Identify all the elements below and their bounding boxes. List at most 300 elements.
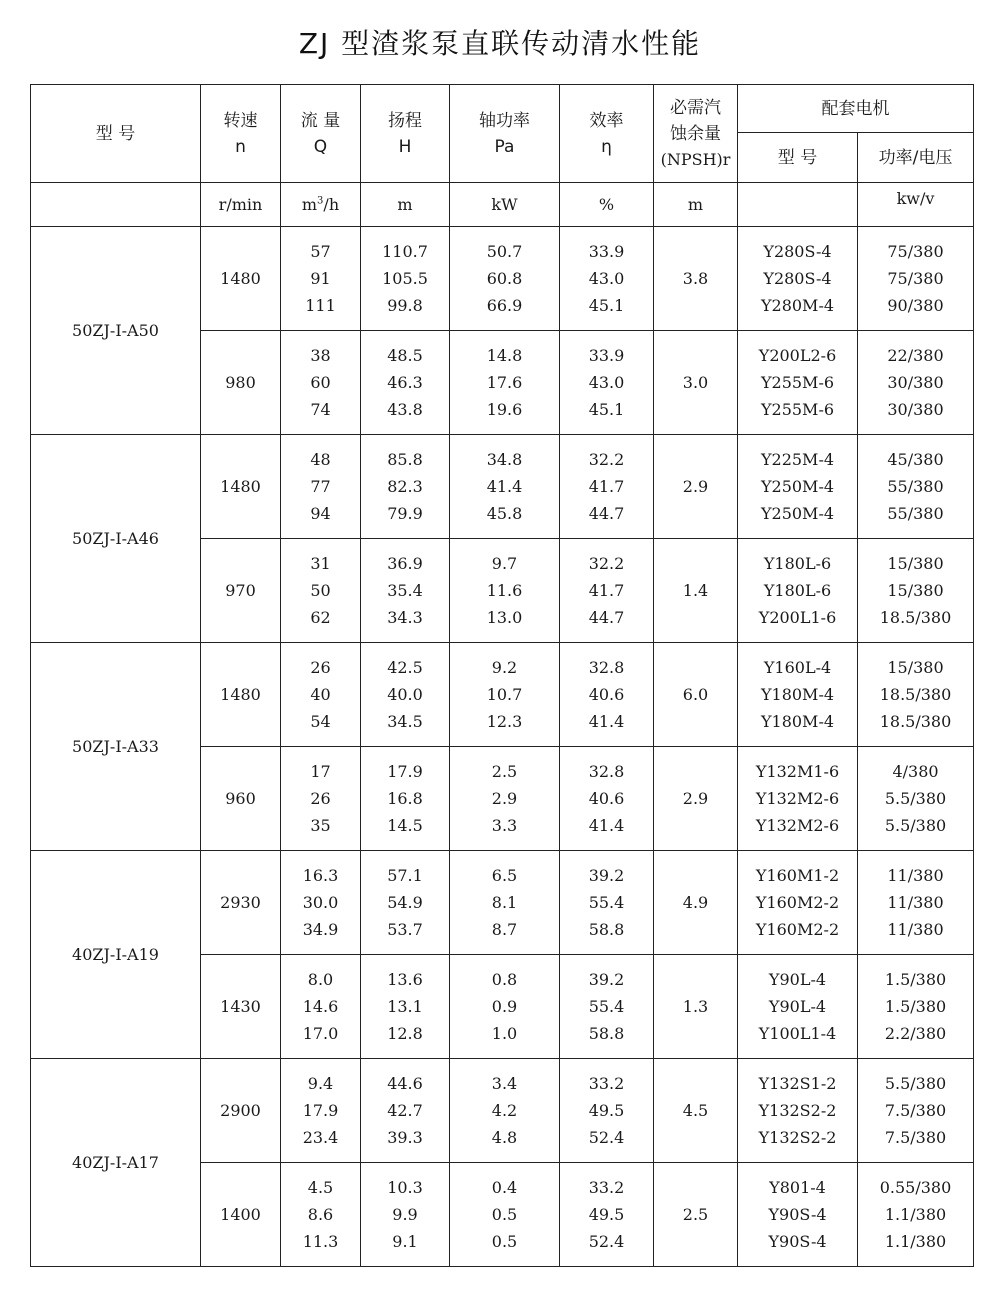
- header-speed: [201, 85, 281, 183]
- speed-value: 2900: [201, 1059, 281, 1163]
- efficiency-value: 41.4: [588, 816, 625, 835]
- pump-model: 40ZJ-I-A19: [31, 851, 201, 1059]
- motor-power-value: 2.2/380: [884, 1024, 947, 1043]
- unit-motor-blank: [738, 183, 858, 227]
- power-value: 34.8: [486, 450, 523, 469]
- unit-power: kW: [450, 183, 560, 227]
- power-value: 8.7: [491, 920, 518, 939]
- flow-value: 26: [310, 789, 331, 808]
- motor-model-values: [738, 851, 858, 955]
- npsh-value: 1.4: [654, 539, 738, 643]
- efficiency-value: 33.2: [588, 1178, 625, 1197]
- flow-value: 16.3: [302, 866, 339, 885]
- flow-value: 62: [310, 608, 331, 627]
- motor-model-value: Y160M1-2: [755, 866, 840, 885]
- speed-value: 1400: [201, 1163, 281, 1267]
- head-value: 13.6: [387, 970, 423, 989]
- efficiency-value: 45.1: [588, 400, 625, 419]
- npsh-value: 3.0: [654, 331, 738, 435]
- power-value: 8.1: [491, 893, 518, 912]
- npsh-value: 2.9: [654, 747, 738, 851]
- efficiency-value: 49.5: [588, 1101, 625, 1120]
- header-head-symbol: H: [398, 136, 412, 157]
- flow-value: 50: [310, 581, 331, 600]
- motor-power-value: 18.5/380: [879, 712, 952, 731]
- motor-power-value: 30/380: [887, 373, 944, 392]
- efficiency-value: 32.8: [588, 658, 625, 677]
- flow-values: [281, 955, 361, 1059]
- npsh-value: 2.5: [654, 1163, 738, 1267]
- flow-value: 77: [310, 477, 331, 496]
- header-speed-name: 转速: [223, 110, 258, 131]
- power-value: 45.8: [486, 504, 523, 523]
- head-value: 12.8: [387, 1024, 423, 1043]
- power-value: 0.4: [491, 1178, 518, 1197]
- table-row: [31, 851, 974, 955]
- power-values: [450, 955, 560, 1059]
- efficiency-value: 58.8: [588, 920, 625, 939]
- speed-value: 1480: [201, 643, 281, 747]
- flow-value: 4.5: [307, 1178, 334, 1197]
- motor-power-value: 30/380: [887, 400, 944, 419]
- motor-power-values: [858, 955, 974, 1059]
- speed-value: 1430: [201, 955, 281, 1059]
- motor-power-value: 1.5/380: [884, 970, 947, 989]
- motor-power-value: 22/380: [887, 346, 944, 365]
- unit-speed: r/min: [201, 183, 281, 227]
- flow-value: 26: [310, 658, 331, 677]
- header-npsh-line3: (NPSH)r: [660, 149, 731, 169]
- efficiency-values: [560, 1163, 654, 1267]
- power-value: 66.9: [486, 296, 523, 315]
- power-values: [450, 435, 560, 539]
- motor-model-values: [738, 747, 858, 851]
- header-npsh-line1: 必需汽: [670, 97, 721, 118]
- power-value: 0.8: [491, 970, 518, 989]
- head-values: [361, 643, 450, 747]
- efficiency-value: 43.0: [588, 269, 625, 288]
- power-value: 19.6: [486, 400, 523, 419]
- power-value: 10.7: [486, 685, 523, 704]
- flow-value: 94: [310, 504, 331, 523]
- motor-power-value: 55/380: [887, 477, 944, 496]
- performance-table: [30, 84, 974, 1267]
- header-speed-symbol: n: [235, 136, 246, 157]
- efficiency-value: 41.7: [588, 581, 625, 600]
- flow-value: 40: [310, 685, 331, 704]
- motor-model-value: Y280M-4: [760, 296, 835, 315]
- header-power: [450, 85, 560, 183]
- head-value: 79.9: [387, 504, 423, 523]
- flow-value: 48: [310, 450, 331, 469]
- motor-model-values: [738, 331, 858, 435]
- power-value: 41.4: [486, 477, 523, 496]
- motor-model-values: [738, 1059, 858, 1163]
- page-title: ZJ 型渣浆泵直联传动清水性能: [298, 27, 702, 60]
- motor-power-value: 55/380: [887, 504, 944, 523]
- efficiency-value: 41.7: [588, 477, 625, 496]
- flow-value: 17: [310, 762, 331, 781]
- flow-value: 8.6: [307, 1205, 334, 1224]
- motor-model-values: [738, 227, 858, 331]
- unit-npsh: m: [654, 183, 738, 227]
- motor-model-value: Y90L-4: [768, 970, 827, 989]
- pump-model: 40ZJ-I-A17: [31, 1059, 201, 1267]
- efficiency-value: 39.2: [588, 970, 625, 989]
- npsh-value: 3.8: [654, 227, 738, 331]
- efficiency-values: [560, 955, 654, 1059]
- motor-model-value: Y90S-4: [768, 1232, 827, 1251]
- efficiency-values: [560, 747, 654, 851]
- head-value: 9.1: [392, 1232, 418, 1251]
- unit-flow: [281, 183, 361, 227]
- motor-model-value: Y132M1-6: [755, 762, 840, 781]
- flow-value: 17.9: [302, 1101, 339, 1120]
- motor-model-value: Y160M2-2: [755, 920, 840, 939]
- motor-power-value: 4/380: [892, 762, 939, 781]
- power-value: 50.7: [486, 242, 523, 261]
- efficiency-value: 55.4: [588, 893, 625, 912]
- motor-power-value: 5.5/380: [884, 816, 947, 835]
- npsh-value: 6.0: [654, 643, 738, 747]
- speed-value: 960: [201, 747, 281, 851]
- head-value: 35.4: [387, 581, 423, 600]
- flow-values: [281, 643, 361, 747]
- motor-power-value: 11/380: [887, 866, 944, 885]
- header-eff-name: 效率: [589, 110, 624, 131]
- flow-value: 14.6: [302, 997, 339, 1016]
- motor-power-values: [858, 435, 974, 539]
- motor-power-value: 11/380: [887, 893, 944, 912]
- head-value: 42.7: [387, 1101, 423, 1120]
- motor-power-values: [858, 331, 974, 435]
- head-value: 10.3: [387, 1178, 423, 1197]
- efficiency-value: 52.4: [588, 1232, 625, 1251]
- flow-value: 91: [310, 269, 331, 288]
- speed-value: 1480: [201, 435, 281, 539]
- head-values: [361, 851, 450, 955]
- motor-power-value: 75/380: [887, 269, 944, 288]
- motor-model-value: Y132S2-2: [758, 1101, 837, 1120]
- power-value: 2.9: [491, 789, 518, 808]
- efficiency-value: 45.1: [588, 296, 625, 315]
- head-value: 34.5: [387, 712, 423, 731]
- power-values: [450, 331, 560, 435]
- motor-power-value: 15/380: [887, 554, 944, 573]
- head-value: 105.5: [382, 269, 428, 288]
- flow-value: 30.0: [302, 893, 339, 912]
- efficiency-value: 43.0: [588, 373, 625, 392]
- header-efficiency: [560, 85, 654, 183]
- power-value: 14.8: [486, 346, 523, 365]
- flow-value: 38: [310, 346, 331, 365]
- efficiency-value: 33.9: [588, 346, 625, 365]
- head-value: 14.5: [387, 816, 423, 835]
- motor-power-value: 18.5/380: [879, 685, 952, 704]
- head-value: 13.1: [387, 997, 423, 1016]
- efficiency-value: 44.7: [588, 504, 625, 523]
- efficiency-value: 32.2: [588, 554, 625, 573]
- head-value: 34.3: [387, 608, 423, 627]
- flow-values: [281, 435, 361, 539]
- motor-power-value: 90/380: [887, 296, 944, 315]
- motor-power-values: [858, 227, 974, 331]
- efficiency-value: 49.5: [588, 1205, 625, 1224]
- head-values: [361, 1163, 450, 1267]
- motor-model-value: Y200L2-6: [758, 346, 837, 365]
- table-row: [31, 643, 974, 747]
- flow-value: 23.4: [302, 1128, 339, 1147]
- head-value: 57.1: [387, 866, 423, 885]
- efficiency-value: 58.8: [588, 1024, 625, 1043]
- table-row: [31, 1059, 974, 1163]
- motor-power-values: [858, 539, 974, 643]
- pump-model: 50ZJ-I-A33: [31, 643, 201, 851]
- head-value: 82.3: [387, 477, 423, 496]
- motor-model-values: [738, 1163, 858, 1267]
- head-value: 17.9: [387, 762, 423, 781]
- power-value: 0.5: [491, 1232, 518, 1251]
- motor-power-value: 15/380: [887, 658, 944, 677]
- flow-value: 74: [310, 400, 331, 419]
- header-flow-name: 流 量: [300, 110, 341, 131]
- motor-power-value: 1.5/380: [884, 997, 947, 1016]
- head-value: 42.5: [387, 658, 423, 677]
- head-value: 9.9: [392, 1205, 418, 1224]
- motor-power-value: 1.1/380: [884, 1205, 947, 1224]
- motor-model-value: Y132S2-2: [758, 1128, 837, 1147]
- motor-power-value: 7.5/380: [884, 1128, 947, 1147]
- motor-power-value: 5.5/380: [884, 1074, 947, 1093]
- power-value: 13.0: [486, 608, 523, 627]
- head-values: [361, 747, 450, 851]
- motor-power-value: 1.1/380: [884, 1232, 947, 1251]
- power-values: [450, 1163, 560, 1267]
- power-values: [450, 539, 560, 643]
- head-value: 46.3: [387, 373, 423, 392]
- pump-model: 50ZJ-I-A50: [31, 227, 201, 435]
- efficiency-value: 40.6: [588, 789, 625, 808]
- head-values: [361, 539, 450, 643]
- motor-power-value: 15/380: [887, 581, 944, 600]
- efficiency-values: [560, 331, 654, 435]
- motor-model-values: [738, 955, 858, 1059]
- flow-values: [281, 331, 361, 435]
- unit-motor-power: kw/v: [858, 183, 974, 227]
- speed-value: 980: [201, 331, 281, 435]
- head-value: 36.9: [387, 554, 423, 573]
- flow-values: [281, 1059, 361, 1163]
- header-motor-model: 型 号: [738, 133, 858, 183]
- efficiency-value: 41.4: [588, 712, 625, 731]
- power-values: [450, 227, 560, 331]
- power-value: 3.4: [491, 1074, 518, 1093]
- efficiency-value: 32.8: [588, 762, 625, 781]
- motor-model-value: Y250M-4: [760, 477, 835, 496]
- npsh-value: 4.9: [654, 851, 738, 955]
- motor-model-value: Y132S1-2: [758, 1074, 837, 1093]
- speed-value: 970: [201, 539, 281, 643]
- efficiency-value: 33.2: [588, 1074, 625, 1093]
- motor-power-value: 11/380: [887, 920, 944, 939]
- speed-value: 2930: [201, 851, 281, 955]
- head-value: 39.3: [387, 1128, 423, 1147]
- motor-power-value: 5.5/380: [884, 789, 947, 808]
- power-value: 4.8: [491, 1128, 518, 1147]
- power-value: 3.3: [491, 816, 518, 835]
- header-head: [361, 85, 450, 183]
- flow-value: 8.0: [307, 970, 334, 989]
- flow-values: [281, 1163, 361, 1267]
- flow-value: 60: [310, 373, 331, 392]
- power-value: 17.6: [486, 373, 523, 392]
- header-flow-symbol: Q: [313, 136, 328, 157]
- power-value: 11.6: [486, 581, 523, 600]
- flow-value: 35: [310, 816, 331, 835]
- power-value: 60.8: [486, 269, 523, 288]
- power-value: 6.5: [491, 866, 518, 885]
- unit-efficiency: %: [560, 183, 654, 227]
- flow-values: [281, 539, 361, 643]
- unit-flow-tail: /h: [323, 195, 340, 214]
- motor-model-value: Y255M-6: [760, 373, 835, 392]
- header-eff-symbol: η: [601, 136, 612, 157]
- motor-model-value: Y280S-4: [763, 242, 832, 261]
- head-value: 53.7: [387, 920, 423, 939]
- motor-power-values: [858, 747, 974, 851]
- motor-power-value: 7.5/380: [884, 1101, 947, 1120]
- head-value: 54.9: [387, 893, 423, 912]
- npsh-value: 1.3: [654, 955, 738, 1059]
- efficiency-value: 39.2: [588, 866, 625, 885]
- flow-values: [281, 227, 361, 331]
- header-flow: [281, 85, 361, 183]
- efficiency-values: [560, 539, 654, 643]
- unit-flow-sup: 3: [317, 195, 324, 207]
- motor-power-value: 18.5/380: [879, 608, 952, 627]
- motor-power-values: [858, 643, 974, 747]
- flow-value: 17.0: [302, 1024, 339, 1043]
- motor-model-value: Y180M-4: [760, 685, 835, 704]
- efficiency-values: [560, 643, 654, 747]
- power-values: [450, 851, 560, 955]
- motor-model-value: Y100L1-4: [758, 1024, 837, 1043]
- head-values: [361, 227, 450, 331]
- unit-model-blank: [31, 183, 201, 227]
- power-values: [450, 747, 560, 851]
- head-values: [361, 1059, 450, 1163]
- efficiency-values: [560, 1059, 654, 1163]
- motor-power-values: [858, 1163, 974, 1267]
- motor-power-value: 0.55/380: [879, 1178, 952, 1197]
- unit-flow-base: m: [301, 195, 318, 214]
- power-value: 9.2: [491, 658, 518, 677]
- header-power-name: 轴功率: [479, 110, 530, 131]
- header-npsh: [654, 85, 738, 183]
- head-values: [361, 331, 450, 435]
- motor-power-value: 45/380: [887, 450, 944, 469]
- motor-model-value: Y180L-6: [763, 581, 832, 600]
- motor-model-value: Y132M2-6: [755, 816, 840, 835]
- head-value: 85.8: [387, 450, 423, 469]
- efficiency-value: 52.4: [588, 1128, 625, 1147]
- unit-head: m: [361, 183, 450, 227]
- table-row: [31, 435, 974, 539]
- motor-model-value: Y90S-4: [768, 1205, 827, 1224]
- flow-value: 57: [310, 242, 331, 261]
- head-values: [361, 435, 450, 539]
- motor-model-value: Y180L-6: [763, 554, 832, 573]
- efficiency-value: 32.2: [588, 450, 625, 469]
- motor-model-values: [738, 643, 858, 747]
- head-values: [361, 955, 450, 1059]
- flow-values: [281, 851, 361, 955]
- motor-power-value: 75/380: [887, 242, 944, 261]
- header-motor-group: 配套电机: [738, 85, 974, 133]
- efficiency-values: [560, 435, 654, 539]
- power-value: 0.5: [491, 1205, 518, 1224]
- motor-model-value: Y225M-4: [760, 450, 835, 469]
- motor-power-values: [858, 1059, 974, 1163]
- motor-model-value: Y160L-4: [763, 658, 832, 677]
- motor-model-value: Y250M-4: [760, 504, 835, 523]
- header-power-symbol: Pa: [494, 136, 515, 157]
- efficiency-value: 40.6: [588, 685, 625, 704]
- efficiency-values: [560, 851, 654, 955]
- motor-model-value: Y90L-4: [768, 997, 827, 1016]
- flow-value: 31: [310, 554, 331, 573]
- motor-model-values: [738, 539, 858, 643]
- motor-model-value: Y160M2-2: [755, 893, 840, 912]
- motor-model-value: Y255M-6: [760, 400, 835, 419]
- npsh-value: 2.9: [654, 435, 738, 539]
- motor-model-values: [738, 435, 858, 539]
- efficiency-value: 33.9: [588, 242, 625, 261]
- npsh-value: 4.5: [654, 1059, 738, 1163]
- header-npsh-line2: 蚀余量: [670, 123, 721, 144]
- efficiency-value: 55.4: [588, 997, 625, 1016]
- head-value: 48.5: [387, 346, 423, 365]
- motor-model-value: Y132M2-6: [755, 789, 840, 808]
- head-value: 110.7: [382, 242, 428, 261]
- flow-value: 54: [310, 712, 331, 731]
- power-values: [450, 1059, 560, 1163]
- flow-value: 34.9: [302, 920, 339, 939]
- efficiency-values: [560, 227, 654, 331]
- power-value: 2.5: [491, 762, 518, 781]
- motor-power-values: [858, 851, 974, 955]
- power-values: [450, 643, 560, 747]
- motor-model-value: Y801-4: [769, 1178, 826, 1197]
- table-row: [31, 227, 974, 331]
- power-value: 1.0: [491, 1024, 518, 1043]
- pump-model: 50ZJ-I-A46: [31, 435, 201, 643]
- power-value: 12.3: [486, 712, 523, 731]
- motor-model-value: Y200L1-6: [758, 608, 837, 627]
- header-model: 型 号: [31, 85, 201, 183]
- power-value: 4.2: [491, 1101, 518, 1120]
- motor-model-value: Y180M-4: [760, 712, 835, 731]
- efficiency-value: 44.7: [588, 608, 625, 627]
- head-value: 40.0: [387, 685, 423, 704]
- flow-value: 11.3: [302, 1232, 339, 1251]
- flow-values: [281, 747, 361, 851]
- head-value: 99.8: [387, 296, 423, 315]
- flow-value: 9.4: [307, 1074, 334, 1093]
- header-head-name: 扬程: [388, 110, 422, 131]
- head-value: 43.8: [387, 400, 423, 419]
- head-value: 44.6: [387, 1074, 423, 1093]
